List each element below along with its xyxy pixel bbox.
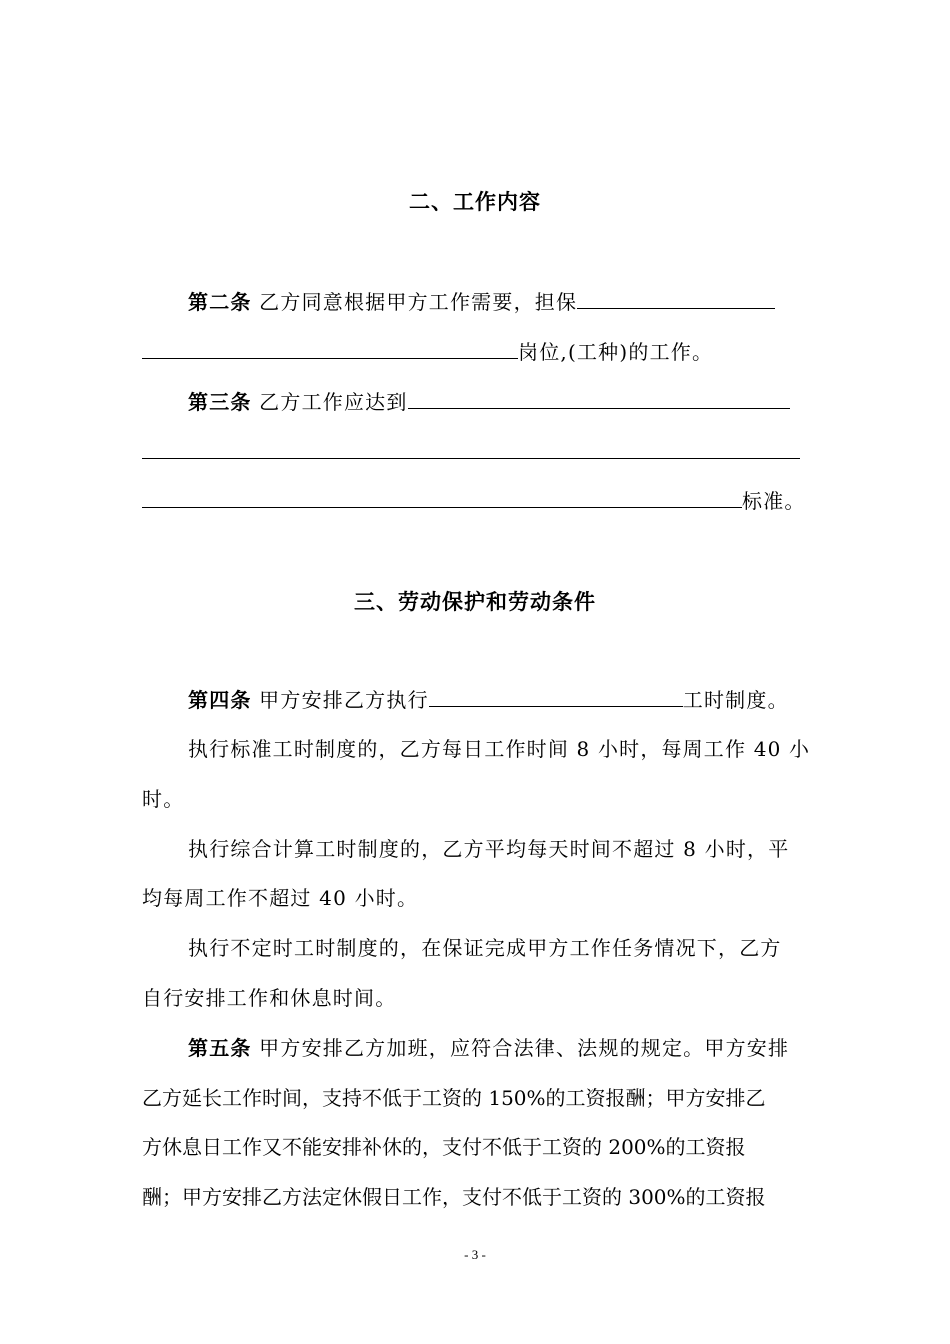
article-5-line-2: 乙方延长工作时间，支持不低于工资的 150%的工资报酬；甲方安排乙: [142, 1086, 766, 1110]
article-3-tail: 标准。: [742, 489, 806, 513]
paragraph-standard-hours-line-2: 时。: [142, 787, 185, 811]
blank-working-hours-field[interactable]: [429, 686, 683, 707]
article-5-line-3: 方休息日工作又不能安排补休的，支付不低于工资的 200%的工资报: [142, 1135, 746, 1159]
article-2-line-1: [188, 288, 775, 315]
page-number: - 3 -: [464, 1247, 486, 1262]
article-4-line-1: [188, 686, 789, 713]
article-3-line-3: [142, 487, 806, 514]
article-2-label: 第二条: [188, 290, 252, 314]
article-5-line-4: 酬；甲方安排乙方法定休假日工作，支付不低于工资的 300%的工资报: [142, 1185, 766, 1209]
article-3-line-1: [188, 388, 790, 415]
blank-standard-field[interactable]: [408, 388, 790, 409]
blank-position-field[interactable]: [577, 288, 775, 309]
article-5-text: 甲方安排乙方加班，应符合法律、法规的规定。甲方安排: [259, 1036, 790, 1060]
article-2-text: 乙方同意根据甲方工作需要，担保: [259, 290, 578, 314]
blank-standard-field-end[interactable]: [142, 487, 742, 508]
article-3-line-2: [142, 438, 800, 465]
paragraph-comprehensive-hours-line-1: 执行综合计算工时制度的，乙方平均每天时间不超过 8 小时，平: [188, 837, 790, 861]
article-2-line-2: [142, 338, 713, 365]
paragraph-flexible-hours-line-1: 执行不定时工时制度的，在保证完成甲方工作任务情况下，乙方: [188, 936, 782, 960]
paragraph-standard-hours-line-1: 执行标准工时制度的，乙方每日工作时间 8 小时，每周工作 40 小: [188, 737, 811, 761]
blank-position-field-continued[interactable]: [142, 338, 518, 359]
article-3-text: 乙方工作应达到: [259, 390, 408, 414]
article-4-tail: 工时制度。: [682, 688, 789, 712]
article-3-label: 第三条: [188, 390, 252, 414]
paragraph-flexible-hours-line-2: 自行安排工作和休息时间。: [142, 986, 397, 1010]
article-5-label: 第五条: [188, 1036, 252, 1060]
paragraph-comprehensive-hours-line-2: 均每周工作不超过 40 小时。: [142, 886, 419, 910]
article-2-tail: 岗位,(工种)的工作。: [518, 340, 714, 364]
article-5-line-1: [188, 1035, 789, 1061]
article-4-text: 甲方安排乙方执行: [259, 688, 429, 712]
section-heading-labor-protection: 三、劳动保护和劳动条件: [354, 590, 596, 614]
section-heading-work-content: 二、工作内容: [409, 190, 541, 214]
blank-standard-field-continued[interactable]: [142, 438, 800, 459]
article-4-label: 第四条: [188, 688, 252, 712]
